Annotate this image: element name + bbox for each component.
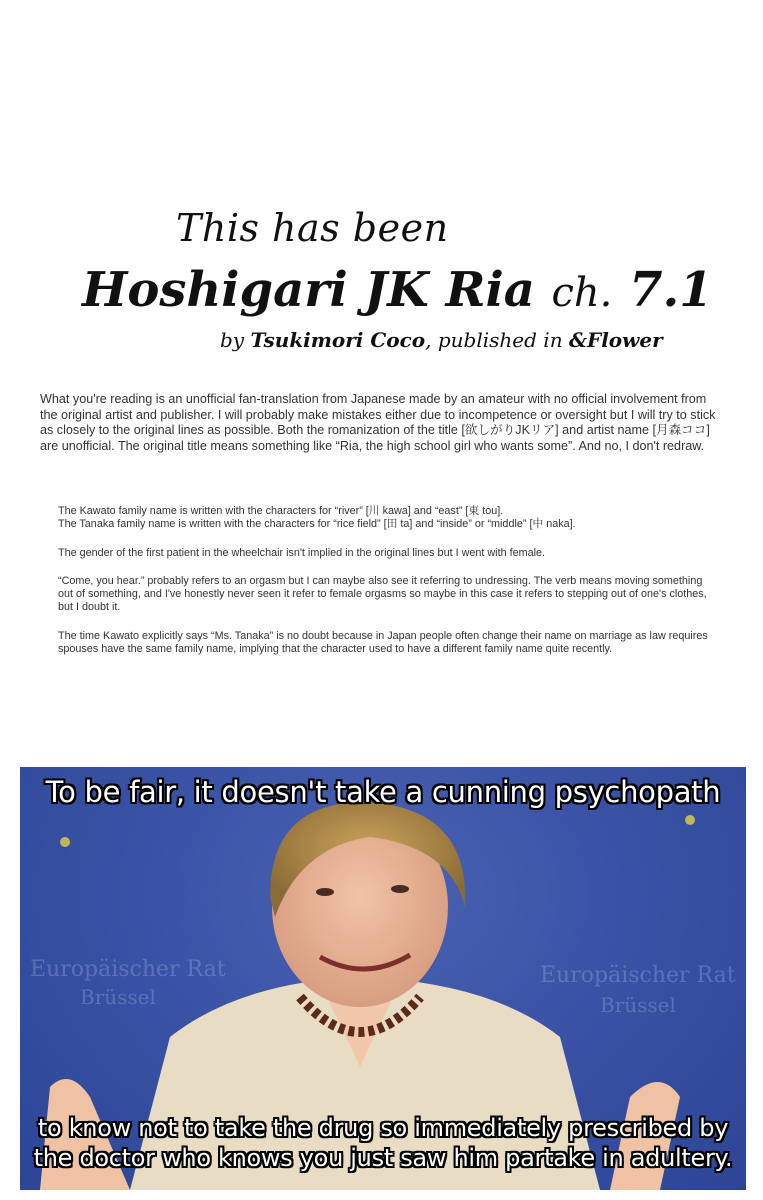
published-in: , published in xyxy=(425,328,563,352)
note-item xyxy=(58,505,708,531)
meme-bottom-line: the doctor who knows you just saw him partake in adultery. xyxy=(33,1144,733,1172)
meme-bottom-caption xyxy=(20,1113,746,1173)
series-title: Hoshigari JK Ria xyxy=(82,262,535,318)
note-line: The Kawato family name is written with the characters for “river” [川 kawa] and “east” [東 tou]. xyxy=(58,505,504,517)
chapter-prefix: ch. xyxy=(551,270,613,316)
backdrop-text: Brüssel xyxy=(80,985,156,1009)
note-item: “Come, you hear.” probably refers to an orgasm but I can maybe also see it referring to undressing. The verb means moving something out of something, and I've honestly never seen it refer to female orgasms so maybe in this case it refers to stepping out of one's clothes, but I doubt it. xyxy=(58,575,707,613)
meme-image xyxy=(20,767,746,1190)
translation-notes xyxy=(58,505,708,671)
chapter-number: 7.1 xyxy=(629,262,713,318)
backdrop-text: Europäischer Rat xyxy=(540,963,736,988)
note-item: The gender of the first patient in the wheelchair isn't implied in the original lines but I went with female. xyxy=(58,546,545,559)
note-line: The Tanaka family name is written with the characters for “rice field” [田 ta] and “inside” or “middle” [中 naka]. xyxy=(58,517,576,530)
author-name: Tsukimori Coco xyxy=(250,328,426,352)
note-item: The time Kawato explicitly says “Ms. Tanaka” is no doubt because in Japan people often change their name on marriage as law requires spouses have the same family name, implying that the character used to have a different family name quite recently. xyxy=(58,629,708,655)
credits-intro-line: This has been xyxy=(176,206,449,250)
backdrop-text: Brüssel xyxy=(600,993,676,1017)
meme-bottom-line: to know not to take the drug so immediately prescribed by xyxy=(37,1114,729,1142)
credits-byline xyxy=(220,328,663,352)
by-word: by xyxy=(220,328,245,352)
credits-title-line xyxy=(82,262,713,318)
backdrop-text: Europäischer Rat xyxy=(30,957,226,982)
translation-disclaimer: What you're reading is an unofficial fan-translation from Japanese made by an amateur with no official involvement from the original artist and publisher. I will probably make mistakes either due to incompetence or oversight but I will try to stick as closely to the original lines as possible. Both the romanization of the title [欲しがりJKリア] and artist name [月森ココ] are unofficial. The original title means something like “Ria, the high school girl who wants some”. And no, I don't redraw. xyxy=(40,392,716,453)
meme-top-caption: To be fair, it doesn't take a cunning psychopath xyxy=(45,775,721,809)
magazine-name: &Flower xyxy=(568,328,663,352)
